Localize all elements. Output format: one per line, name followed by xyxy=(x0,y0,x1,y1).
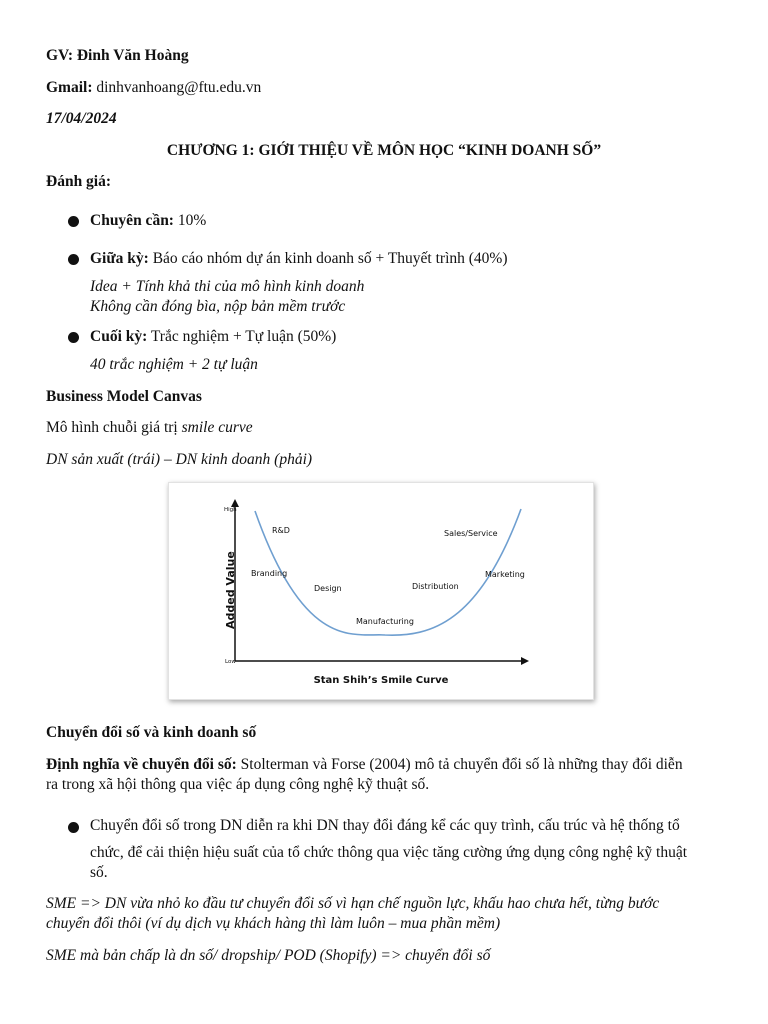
smile-curve-figure xyxy=(168,482,594,700)
gmail-value: dinhvanhoang@ftu.edu.vn xyxy=(96,79,262,96)
sme-note: SME mà bản chấp là dn số/ dropship/ POD (Shopify) => chuyển đổi số xyxy=(46,947,491,964)
y-high-label: High xyxy=(224,507,237,513)
y-axis-label: Added Value xyxy=(224,551,237,629)
x-axis-arrow-icon xyxy=(521,657,529,665)
bullet-icon xyxy=(68,216,79,227)
label-marketing: Marketing xyxy=(485,570,525,579)
gmail-line xyxy=(46,78,261,98)
bmc-heading: Business Model Canvas xyxy=(46,388,202,405)
definition-line: Định nghĩa về chuyển đổi số: Stolterman và Forse (2004) mô tả chuyển đổi số là những thay đổi diễn xyxy=(46,756,683,773)
figure-caption: Stan Shih’s Smile Curve xyxy=(313,675,449,686)
smile-curve-diagram xyxy=(169,483,593,699)
label-branding: Branding xyxy=(251,569,288,578)
gmail-label: Gmail: xyxy=(46,79,93,96)
digital-heading: Chuyển đổi số và kinh doanh số xyxy=(46,724,257,741)
sme-note: chuyển đổi thôi (ví dụ dịch vụ khách hàng thì làm luôn – mua phần mềm) xyxy=(46,915,501,932)
label-manufacturing: Manufacturing xyxy=(356,617,414,626)
evaluation-item-midterm: Giữa kỳ: Báo cáo nhóm dự án kinh doanh số + Thuyết trình (40%) xyxy=(90,250,508,267)
midterm-note: Idea + Tính khả thi của mô hình kinh doanh xyxy=(90,278,365,295)
y-axis-arrow-icon xyxy=(231,499,239,507)
digital-bullet-line: số. xyxy=(90,864,108,881)
evaluation-item-final: Cuối kỳ: Trắc nghiệm + Tự luận (50%) xyxy=(90,328,337,345)
bullet-icon xyxy=(68,332,79,343)
digital-bullet-line: Chuyển đổi số trong DN diễn ra khi DN thay đổi đáng kể các quy trình, cấu trúc và hệ thống tổ xyxy=(90,817,680,834)
sme-note: SME => DN vừa nhỏ ko đầu tư chuyển đổi số vì hạn chế nguồn lực, khấu hao chưa hết, từng bước xyxy=(46,895,660,912)
document-date: 17/04/2024 xyxy=(46,110,117,127)
label-design: Design xyxy=(314,584,342,593)
final-note: 40 trắc nghiệm + 2 tự luận xyxy=(90,356,258,373)
bullet-icon xyxy=(68,822,79,833)
midterm-note: Không cần đóng bìa, nộp bản mềm trước xyxy=(90,298,346,315)
evaluation-heading: Đánh giá: xyxy=(46,173,112,190)
teacher-name: GV: Đinh Văn Hoàng xyxy=(46,47,189,64)
label-distribution: Distribution xyxy=(412,582,459,591)
label-rd: R&D xyxy=(272,526,290,535)
dn-line: DN sản xuất (trái) – DN kinh doanh (phải) xyxy=(46,451,313,468)
label-sales-service: Sales/Service xyxy=(444,529,498,538)
y-low-label: Low xyxy=(225,659,236,665)
value-chain-line: Mô hình chuỗi giá trị smile curve xyxy=(46,419,253,436)
bullet-icon xyxy=(68,254,79,265)
digital-bullet-line: chức, để cải thiện hiệu suất của tổ chức thông qua việc tăng cường ứng dụng công nghệ kỹ thuật xyxy=(90,844,688,861)
chapter-title: CHƯƠNG 1: GIỚI THIỆU VỀ MÔN HỌC “KINH DOANH SỐ” xyxy=(166,142,602,159)
evaluation-item-attendance: Chuyên cần: 10% xyxy=(90,212,207,229)
definition-line-2: ra trong xã hội thông qua việc áp dụng công nghệ kỹ thuật số. xyxy=(46,776,430,793)
